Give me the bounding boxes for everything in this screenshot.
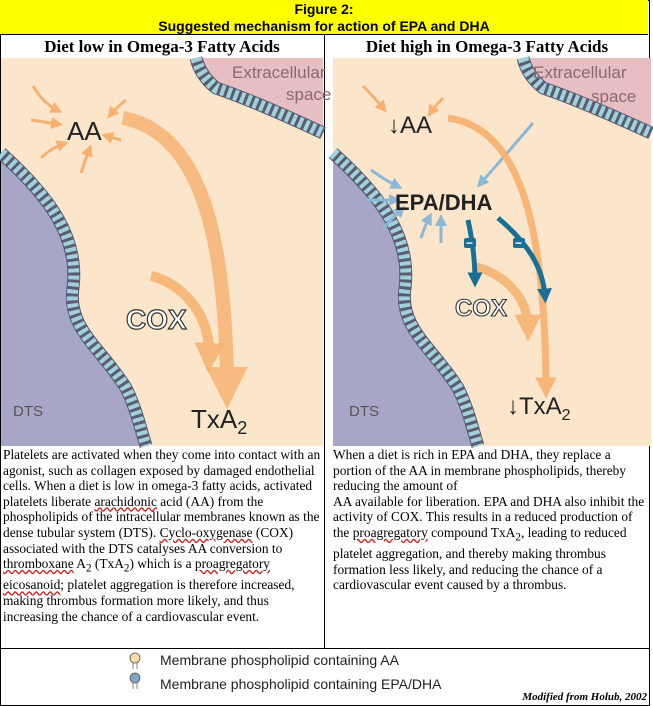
aa-phospholipid-icon xyxy=(130,653,140,669)
right-diagram xyxy=(331,58,653,446)
aa-label: AA xyxy=(67,116,102,146)
figure-label: Figure 2: xyxy=(294,1,354,17)
minus-sign-1: − xyxy=(466,236,474,250)
term-proagregatory: proagregatory xyxy=(194,556,271,572)
right-panel-title: Diet high in Omega-3 Fatty Acids xyxy=(365,37,609,56)
aa-label: ↓AA xyxy=(388,112,433,139)
left-description: Platelets are activated when they come into contact with an agonist, such as collagen exposed by damaged endothelial cells. When a diet is low in omega-3 fatty acids, activated platelets liberate arachidonic acid (AA) from the phospholipids of the intracellular membranes known as the dense tubular system (DTS). Cyclo-oxygenase (COX) associated with the DTS catalyses AA conversion to thromboxane $A_2$ (TxA$_2$) which is a proagregatory eicosanoid; platelet aggregation is therefore increased, making thrombus formation more likely, and thus increasing the chance of a cardiovascular event. xyxy=(3,447,321,624)
dts-label: DTS xyxy=(13,403,43,420)
legend-divider xyxy=(0,648,650,649)
legend-epa-item: Membrane phospholipid containing EPA/DHA xyxy=(160,676,442,692)
left-panel-title: Diet low in Omega-3 Fatty Acids xyxy=(44,37,280,56)
cox-label: COX xyxy=(455,295,508,322)
term-proagregatory: proagregatory xyxy=(352,524,428,540)
term-arachidonic: arachidonic xyxy=(94,493,157,509)
right-description: When a diet is rich in EPA and DHA, they replace a portion of the AA in membrane phospholipids, thereby reducing the amount of AA available for liberation. EPA and DHA also inhibit the activity of COX. This results in a reduced production of the proagregatory compound TxA$_2$, leading to reduced platelet aggregation, and thereby making thrombus formation less likely, and reducing the chance of a cardiovascular event caused by a thrombus. xyxy=(333,447,645,593)
figure-title: Suggested mechanism for action of EPA and DHA xyxy=(158,18,490,34)
epa-phospholipid-icon xyxy=(130,673,140,689)
extracellular-label-line1: Extracellular xyxy=(533,63,627,82)
source-credit: Modified from Holub, 2002 xyxy=(522,691,647,703)
extracellular-label-line2: space xyxy=(591,87,637,106)
term-eicosanoid: eicosanoid xyxy=(3,577,61,593)
epa-dha-label: EPA/DHA xyxy=(395,190,493,215)
dts-label: DTS xyxy=(349,403,379,420)
txa-label: ↓TxA$_2$ xyxy=(507,393,571,424)
legend-icons xyxy=(125,651,157,691)
term-thromboxane: thromboxane xyxy=(3,556,74,572)
term-cyclo-oxygenase: Cyclo-oxygenase xyxy=(159,524,253,540)
figure-header xyxy=(0,0,648,35)
legend-aa-item: Membrane phospholipid containing AA xyxy=(160,652,399,668)
txa-label: TxA$_2$ xyxy=(191,404,248,438)
extracellular-label-line1: Extracellular xyxy=(232,63,326,82)
cox-label: COX xyxy=(126,304,187,335)
left-diagram xyxy=(1,58,332,446)
extracellular-label-line2: space xyxy=(286,85,332,104)
minus-sign-2: − xyxy=(515,236,523,250)
